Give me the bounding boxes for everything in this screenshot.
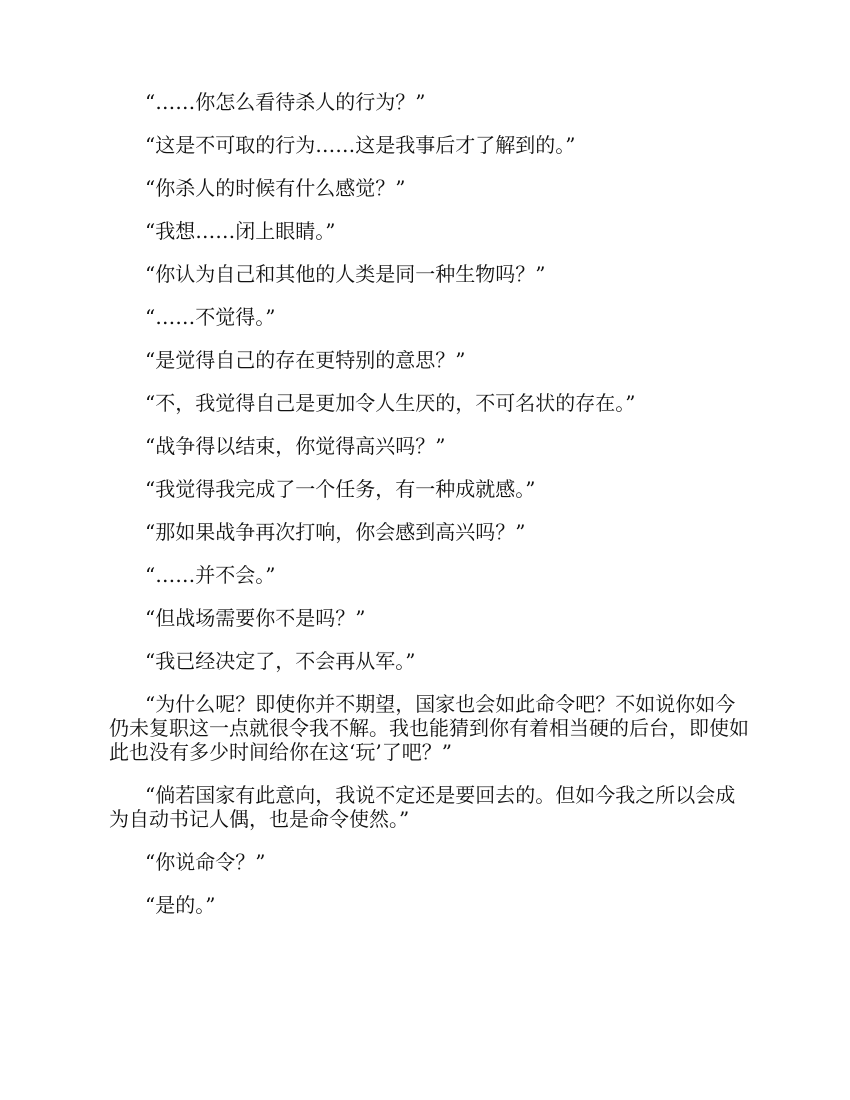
dialogue-paragraph: “我已经决定了，不会再从军。” bbox=[145, 649, 416, 673]
dialogue-paragraph: “是觉得自己的存在更特别的意思？” bbox=[145, 348, 466, 372]
dialogue-paragraph: “这是不可取的行为……这是我事后才了解到的。” bbox=[145, 133, 576, 157]
dialogue-paragraph: “……并不会。” bbox=[145, 563, 276, 587]
dialogue-paragraph: “……不觉得。” bbox=[145, 305, 276, 329]
dialogue-paragraph: “但战场需要你不是吗？” bbox=[145, 606, 366, 630]
dialogue-paragraph: “……你怎么看待杀人的行为？” bbox=[145, 90, 426, 114]
dialogue-paragraph: “倘若国家有此意向，我说不定还是要回去的。但如今我之所以会成为自动书记人偶，也是命令使然。” bbox=[109, 783, 736, 831]
dialogue-paragraph: “你认为自己和其他的人类是同一种生物吗？” bbox=[145, 262, 546, 286]
dialogue-paragraph: “你说命令？” bbox=[145, 850, 266, 874]
dialogue-paragraph: “是的。” bbox=[145, 893, 216, 917]
dialogue-paragraph: “我想……闭上眼睛。” bbox=[145, 219, 336, 243]
dialogue-paragraph: “战争得以结束，你觉得高兴吗？” bbox=[145, 434, 446, 458]
document-page bbox=[109, 90, 754, 936]
dialogue-paragraph: “你杀人的时候有什么感觉？” bbox=[145, 176, 406, 200]
dialogue-paragraph: “不，我觉得自己是更加令人生厌的，不可名状的存在。” bbox=[145, 391, 636, 415]
dialogue-paragraph: “为什么呢？即使你并不期望，国家也会如此命令吧？不如说你如今仍未复职这一点就很令我不解。我也能猜到你有着相当硬的后台，即使如此也没有多少时间给你在这‘玩’了吧？” bbox=[109, 692, 749, 764]
dialogue-paragraph: “我觉得我完成了一个任务，有一种成就感。” bbox=[145, 477, 536, 501]
dialogue-paragraph: “那如果战争再次打响，你会感到高兴吗？” bbox=[145, 520, 526, 544]
